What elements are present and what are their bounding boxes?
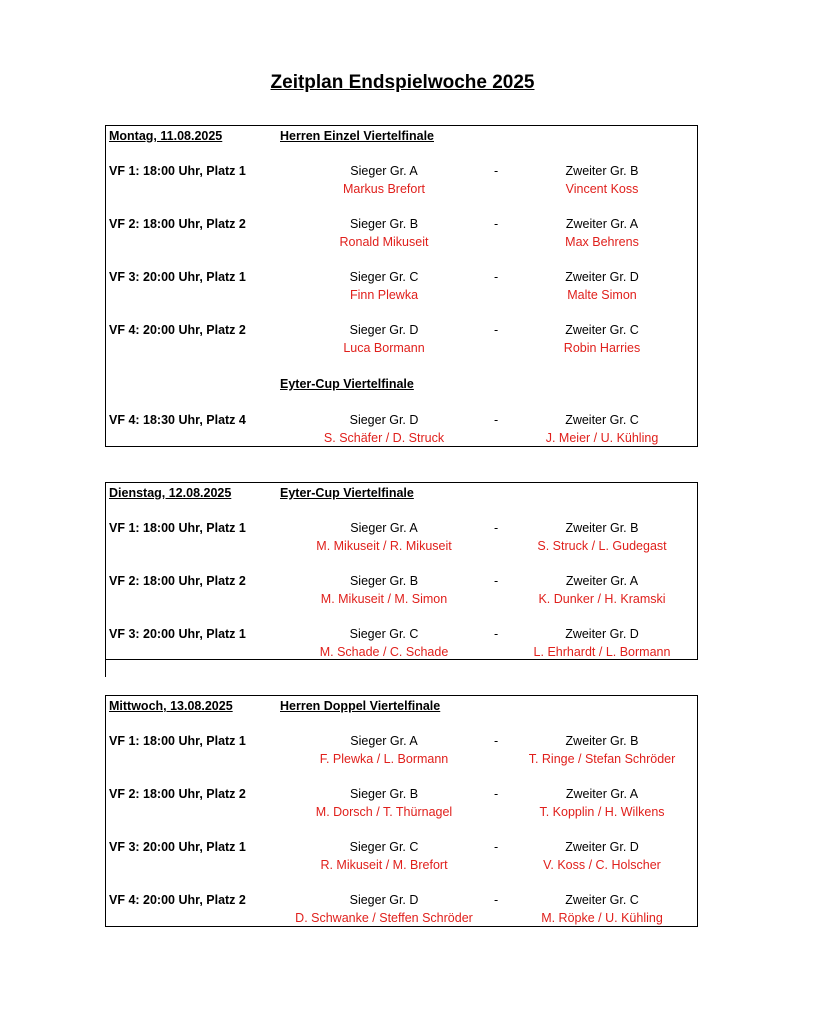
section-heading: Herren Doppel Viertelfinale [280,699,441,713]
match-slot: VF 3: 20:00 Uhr, Platz 1 [109,840,246,854]
match-dash: - [494,840,499,854]
schedule-block-tuesday [105,482,698,660]
left-seed: Sieger Gr. A [350,164,418,178]
right-seed: Zweiter Gr. B [565,521,639,535]
match-slot: VF 2: 18:00 Uhr, Platz 2 [109,787,246,801]
left-player: M. Mikuseit / R. Mikuseit [316,539,452,553]
section-heading: Eyter-Cup Viertelfinale [280,486,414,500]
page-title: Zeitplan Endspielwoche 2025 [270,72,535,93]
left-seed: Sieger Gr. B [349,217,419,231]
right-player: V. Koss / C. Holscher [543,858,661,872]
match-slot: VF 4: 20:00 Uhr, Platz 2 [109,893,246,907]
right-player: K. Dunker / H. Kramski [538,592,666,606]
left-player: Ronald Mikuseit [339,235,429,249]
section-heading: Eyter-Cup Viertelfinale [280,377,414,391]
table-border-stub [105,659,106,677]
right-player: Robin Harries [563,341,641,355]
match-dash: - [494,521,499,535]
right-player: T. Kopplin / H. Wilkens [539,805,665,819]
match-dash: - [494,574,499,588]
match-dash: - [494,627,499,641]
left-seed: Sieger Gr. D [349,413,419,427]
match-slot: VF 3: 20:00 Uhr, Platz 1 [109,627,246,641]
right-seed: Zweiter Gr. D [565,840,639,854]
match-dash: - [494,217,499,231]
match-dash: - [494,413,499,427]
right-player: T. Ringe / Stefan Schröder [528,752,676,766]
match-slot: VF 1: 18:00 Uhr, Platz 1 [109,164,246,178]
match-slot: VF 3: 20:00 Uhr, Platz 1 [109,270,246,284]
left-seed: Sieger Gr. C [349,627,419,641]
right-player: M. Röpke / U. Kühling [541,911,663,925]
left-player: R. Mikuseit / M. Brefort [320,858,448,872]
left-player: M. Schade / C. Schade [319,645,449,659]
left-player: D. Schwanke / Steffen Schröder [295,911,473,925]
match-slot: VF 4: 18:30 Uhr, Platz 4 [109,413,246,427]
left-seed: Sieger Gr. C [349,270,419,284]
right-player: J. Meier / U. Kühling [545,431,659,445]
right-seed: Zweiter Gr. C [565,323,639,337]
left-seed: Sieger Gr. A [350,734,418,748]
match-dash: - [494,323,499,337]
right-player: L. Ehrhardt / L. Bormann [533,645,671,659]
left-seed: Sieger Gr. B [349,787,419,801]
right-seed: Zweiter Gr. A [565,217,639,231]
right-player: S. Struck / L. Gudegast [537,539,667,553]
schedule-block-monday [105,125,698,447]
match-slot: VF 1: 18:00 Uhr, Platz 1 [109,734,246,748]
left-seed: Sieger Gr. A [350,521,418,535]
left-player: Luca Bormann [343,341,425,355]
right-player: Max Behrens [565,235,639,249]
day-date: Dienstag, 12.08.2025 [109,486,232,500]
left-seed: Sieger Gr. B [349,574,419,588]
left-player: Markus Brefort [343,182,425,196]
match-dash: - [494,893,499,907]
right-seed: Zweiter Gr. C [565,893,639,907]
match-slot: VF 1: 18:00 Uhr, Platz 1 [109,521,246,535]
match-dash: - [494,270,499,284]
right-seed: Zweiter Gr. A [565,787,639,801]
right-player: Malte Simon [567,288,637,302]
match-slot: VF 4: 20:00 Uhr, Platz 2 [109,323,246,337]
schedule-block-wednesday [105,695,698,927]
left-player: M. Mikuseit / M. Simon [320,592,448,606]
right-seed: Zweiter Gr. C [565,413,639,427]
right-seed: Zweiter Gr. A [565,574,639,588]
left-seed: Sieger Gr. C [349,840,419,854]
right-seed: Zweiter Gr. D [565,270,639,284]
match-dash: - [494,734,499,748]
match-dash: - [494,787,499,801]
match-dash: - [494,164,499,178]
left-seed: Sieger Gr. D [349,893,419,907]
section-heading: Herren Einzel Viertelfinale [280,129,434,143]
left-player: F. Plewka / L. Bormann [319,752,449,766]
match-slot: VF 2: 18:00 Uhr, Platz 2 [109,217,246,231]
right-seed: Zweiter Gr. B [565,734,639,748]
right-seed: Zweiter Gr. B [565,164,639,178]
day-date: Mittwoch, 13.08.2025 [109,699,233,713]
left-player: M. Dorsch / T. Thürnagel [315,805,453,819]
right-seed: Zweiter Gr. D [565,627,639,641]
match-slot: VF 2: 18:00 Uhr, Platz 2 [109,574,246,588]
left-player: Finn Plewka [349,288,419,302]
left-player: S. Schäfer / D. Struck [323,431,445,445]
day-date: Montag, 11.08.2025 [109,129,223,143]
left-seed: Sieger Gr. D [349,323,419,337]
right-player: Vincent Koss [565,182,639,196]
